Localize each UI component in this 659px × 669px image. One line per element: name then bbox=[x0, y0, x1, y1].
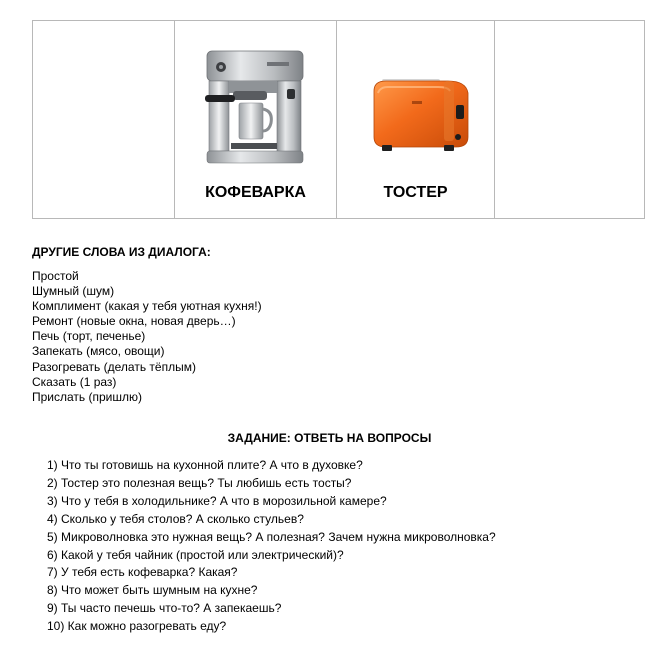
question-item: 5) Микроволновка это нужная вещь? А полезная? Зачем нужна микроволновка? bbox=[47, 529, 496, 544]
word-item: Печь (торт, печенье) bbox=[32, 329, 146, 344]
table-cell-empty-left bbox=[33, 21, 175, 218]
task-title: ЗАДАНИЕ: ОТВЕТЬ НА ВОПРОСЫ bbox=[227, 431, 432, 445]
question-item: 8) Что может быть шумным на кухне? bbox=[47, 583, 258, 598]
question-item: 3) Что у тебя в холодильнике? А что в морозильной камере? bbox=[47, 493, 387, 508]
word-item: Запекать (мясо, овощи) bbox=[32, 344, 165, 359]
question-item: 6) Какой у тебя чайник (простой или электрический)? bbox=[47, 547, 344, 562]
word-item: Прислать (пришлю) bbox=[32, 389, 142, 404]
question-item: 1) Что ты готовишь на кухонной плите? А что в духовке? bbox=[47, 458, 363, 472]
table-cell-coffee-machine bbox=[175, 21, 337, 218]
word-item: Комплимент (какая у тебя уютная кухня!) bbox=[32, 299, 262, 314]
table-cell-toaster bbox=[337, 21, 495, 218]
question-item: 9) Ты часто печешь что-то? А запекаешь? bbox=[47, 601, 282, 616]
word-item: Ремонт (новые окна, новая дверь…) bbox=[32, 314, 236, 329]
word-item: Простой bbox=[32, 269, 79, 283]
toaster-image bbox=[368, 75, 472, 159]
word-item: Шумный (шум) bbox=[32, 284, 115, 299]
word-item: Сказать (1 раз) bbox=[32, 374, 117, 389]
questions-list bbox=[47, 457, 496, 636]
toaster-caption: ТОСТЕР bbox=[383, 184, 448, 201]
question-item: 7) У тебя есть кофеварка? Какая? bbox=[47, 565, 238, 580]
vocabulary-table bbox=[32, 20, 645, 219]
word-item: Разогревать (делать тёплым) bbox=[32, 359, 196, 374]
coffee-machine-image bbox=[203, 47, 307, 165]
other-words-title: ДРУГИЕ СЛОВА ИЗ ДИАЛОГА: bbox=[32, 245, 211, 259]
question-item: 10) Как можно разогревать еду? bbox=[47, 619, 227, 634]
other-words-list bbox=[32, 269, 262, 405]
question-item: 2) Тостер это полезная вещь? Ты любишь есть тосты? bbox=[47, 475, 352, 490]
table-cell-empty-right bbox=[495, 21, 644, 218]
coffee-machine-caption: КОФЕВАРКА bbox=[205, 184, 306, 201]
question-item: 4) Сколько у тебя столов? А сколько стульев? bbox=[47, 511, 304, 526]
